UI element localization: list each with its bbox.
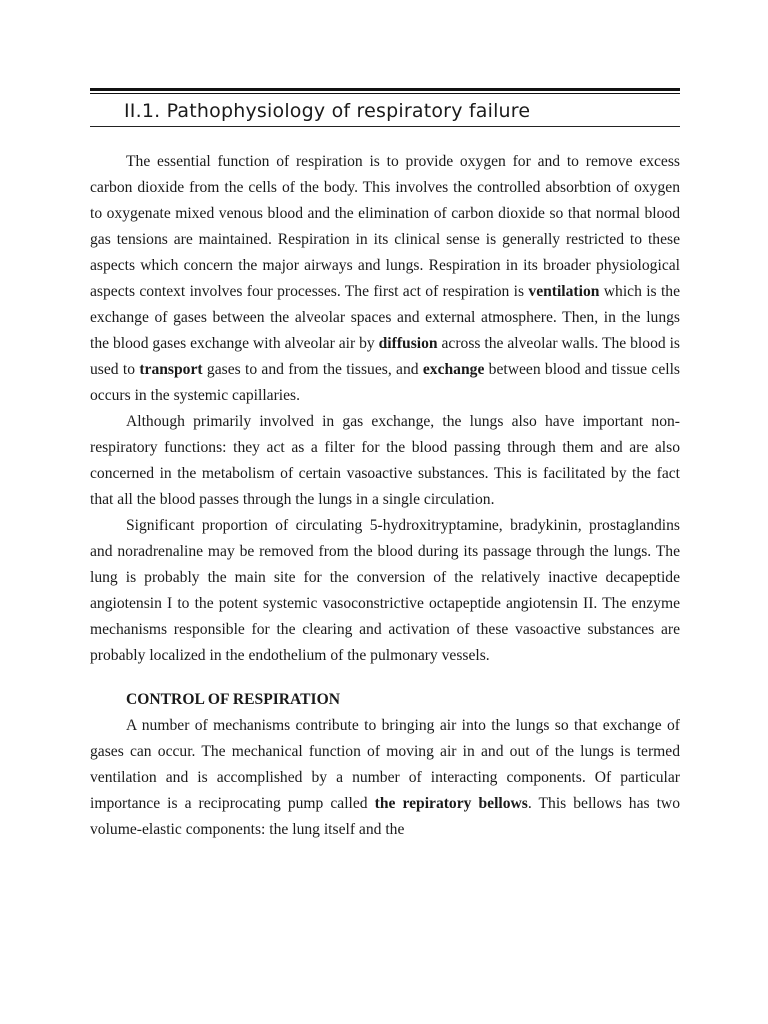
paragraph-text: which is the exchange of gases between the alveolar spaces and external atmosphere. Then, in the lungs the blood gases exchange with alveolar air by bbox=[90, 283, 680, 352]
paragraph-3 bbox=[90, 513, 680, 669]
paragraph-text: Although primarily involved in gas exchange, the lungs also have important non-respiratory functions: they act as a filter for the blood passing through them and are also concerned in the metabolism of certain vasoactive substances. This is facilitated by the fact that all the blood passes through the lungs in a single circulation. bbox=[90, 413, 680, 508]
paragraph-text: A number of mechanisms contribute to bringing air into the lungs so that exchange of gases can occur. The mechanical function of moving air in and out of the lungs is termed ventilation and is accomplished by a number of interacting components. Of particular importance is a reciprocating pump called bbox=[90, 717, 680, 812]
subsection-title: CONTROL OF RESPIRATION bbox=[126, 691, 341, 708]
paragraph-text: . This bellows has two volume-elastic components: the lung itself and the bbox=[90, 795, 680, 838]
top-double-rule bbox=[90, 88, 680, 94]
body-text bbox=[90, 149, 680, 843]
paragraph-text: between blood and tissue cells occurs in the systemic capillaries. bbox=[90, 361, 680, 404]
term-transport: transport bbox=[139, 361, 203, 378]
paragraph-text: The essential function of respiration is to provide oxygen for and to remove excess carbon dioxide from the cells of the body. This involves the controlled absorbtion of oxygen to oxygenate mixed venous blood and the elimination of carbon dioxide so that normal blood gas tensions are maintained. Respiration in its clinical sense is generally restricted to these aspects which concern the major airways and lungs. Respiration in its broader physiological aspects context involves four processes. The first act of respiration is bbox=[90, 153, 680, 300]
term-ventilation: ventilation bbox=[528, 283, 600, 300]
paragraph-4 bbox=[90, 713, 680, 843]
document-page bbox=[90, 88, 680, 843]
paragraph-text: Significant proportion of circulating 5-hydroxitryptamine, bradykinin, prostaglandins and noradrenaline may be removed from the blood during its passage through the lungs. The lung is probably the main site for the conversion of the relatively inactive decapeptide angiotensin I to the potent systemic vasoconstrictive octapeptide angiotensin II. The enzyme mechanisms responsible for the clearing and activation of these vasoactive substances are probably localized in the endothelium of the pulmonary vessels. bbox=[90, 517, 680, 664]
paragraph-1 bbox=[90, 149, 680, 409]
paragraph-text: across the alveolar walls. The blood is used to bbox=[90, 335, 680, 378]
paragraph-text: gases to and from the tissues, and bbox=[202, 361, 423, 378]
paragraph-2 bbox=[90, 409, 680, 513]
section-heading: II.1. Pathophysiology of respiratory failure bbox=[90, 100, 680, 127]
term-diffusion: diffusion bbox=[378, 335, 438, 352]
term-respiratory-bellows: the repiratory bellows bbox=[374, 795, 528, 812]
term-exchange: exchange bbox=[422, 361, 485, 378]
